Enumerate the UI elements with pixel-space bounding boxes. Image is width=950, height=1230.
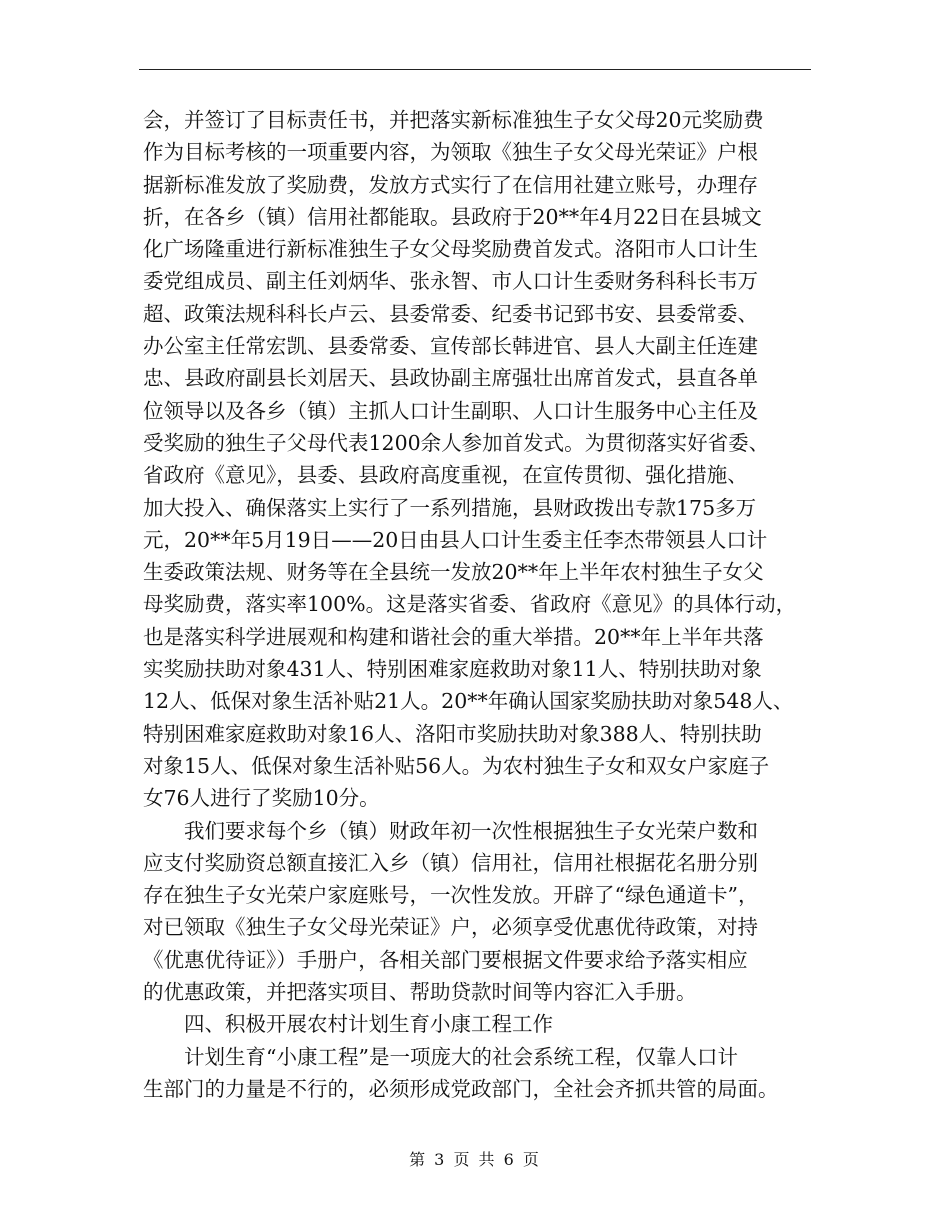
text-line: 生委政策法规、财务等在全县统一发放20**年上半年农村独生子女父	[143, 560, 764, 585]
text-line: 委党组成员、副主任刘炳华、张永智、市人口计生委财务科科长韦万	[143, 269, 758, 294]
text-line: 也是落实科学进展观和构建和谐社会的重大举措。20**年上半年共落	[143, 624, 764, 649]
text-line: 《优惠优待证》）手册户，各相关部门要根据文件要求给予落实相应	[143, 947, 748, 972]
text-line: 的优惠政策，并把落实项目、帮助贷款时间等内容汇入手册。	[143, 980, 697, 1005]
text-line: 应支付奖励资总额直接汇入乡（镇）信用社，信用社根据花名册分别	[143, 850, 758, 875]
text-line: 据新标准发放了奖励费，发放方式实行了在信用社建立账号，办理存	[143, 172, 758, 197]
text-line: 存在独生子女光荣户家庭账号，一次性发放。开辟了“绿色通道卡”，	[143, 883, 759, 908]
text-line: 办公室主任常宏凯、县委常委、宣传部长韩进官、县人大副主任连建	[143, 334, 758, 359]
header-rule	[139, 69, 811, 70]
text-line: 会，并签订了目标责任书，并把落实新标准独生子女父母20元奖励费	[143, 108, 764, 132]
text-line: 实奖励扶助对象431人、特别困难家庭救助对象11人、特别扶助对象	[143, 657, 762, 682]
text-line: 省政府《意见》，县委、县政府高度重视，在宣传贯彻、强化措施、	[143, 463, 748, 488]
text-line: 生部门的力量是不行的，必须形成党政部门，全社会齐抓共管的局面。	[143, 1076, 779, 1101]
document-body	[143, 104, 815, 1105]
text-line: 对已领取《独生子女父母光荣证》户，必须享受优惠优待政策，对持	[143, 915, 758, 940]
text-line: 对象15人、低保对象生活补贴56人。为农村独生子女和双女户家庭子	[143, 753, 770, 778]
section-heading: 四、积极开展农村计划生育小康工程工作	[143, 1012, 553, 1037]
text-line: 女76人进行了奖励10分。	[143, 786, 380, 811]
text-line: 特别困难家庭救助对象16人、洛阳市奖励扶助对象388人、特别扶助	[143, 721, 762, 746]
text-line: 元，20**年5月19日——20日由县人口计生委主任李杰带领县人口计	[143, 527, 768, 552]
paragraph-start: 计划生育“小康工程”是一项庞大的社会系统工程，仅靠人口计	[143, 1044, 738, 1069]
text-line: 折，在各乡（镇）信用社都能取。县政府于20**年4月22日在县城文	[143, 204, 762, 229]
text-line: 化广场隆重进行新标准独生子女父母奖励费首发式。洛阳市人口计生	[143, 237, 758, 262]
text-line: 母奖励费，落实率100%。这是落实省委、省政府《意见》的具体行动，	[143, 592, 797, 617]
text-line: 12人、低保对象生活补贴21人。20**年确认国家奖励扶助对象548人、	[143, 689, 794, 714]
paragraph-start: 我们要求每个乡（镇）财政年初一次性根据独生子女光荣户数和	[143, 818, 758, 843]
text-line: 加大投入、确保落实上实行了一系列措施，县财政拨出专款175多万	[143, 495, 757, 520]
page-footer: 第 3 页 共 6 页	[409, 1150, 541, 1169]
text-line: 超、政策法规科科长卢云、县委常委、纪委书记郅书安、县委常委、	[143, 301, 758, 326]
text-line: 位领导以及各乡（镇）主抓人口计生副职、人口计生服务中心主任及	[143, 398, 758, 423]
text-line: 忠、县政府副县长刘居天、县政协副主席强壮出席首发式，县直各单	[143, 366, 758, 391]
text-line: 作为目标考核的一项重要内容，为领取《独生子女父母光荣证》户根	[143, 140, 758, 165]
text-line: 受奖励的独生子父母代表1200余人参加首发式。为贯彻落实好省委、	[143, 430, 770, 455]
